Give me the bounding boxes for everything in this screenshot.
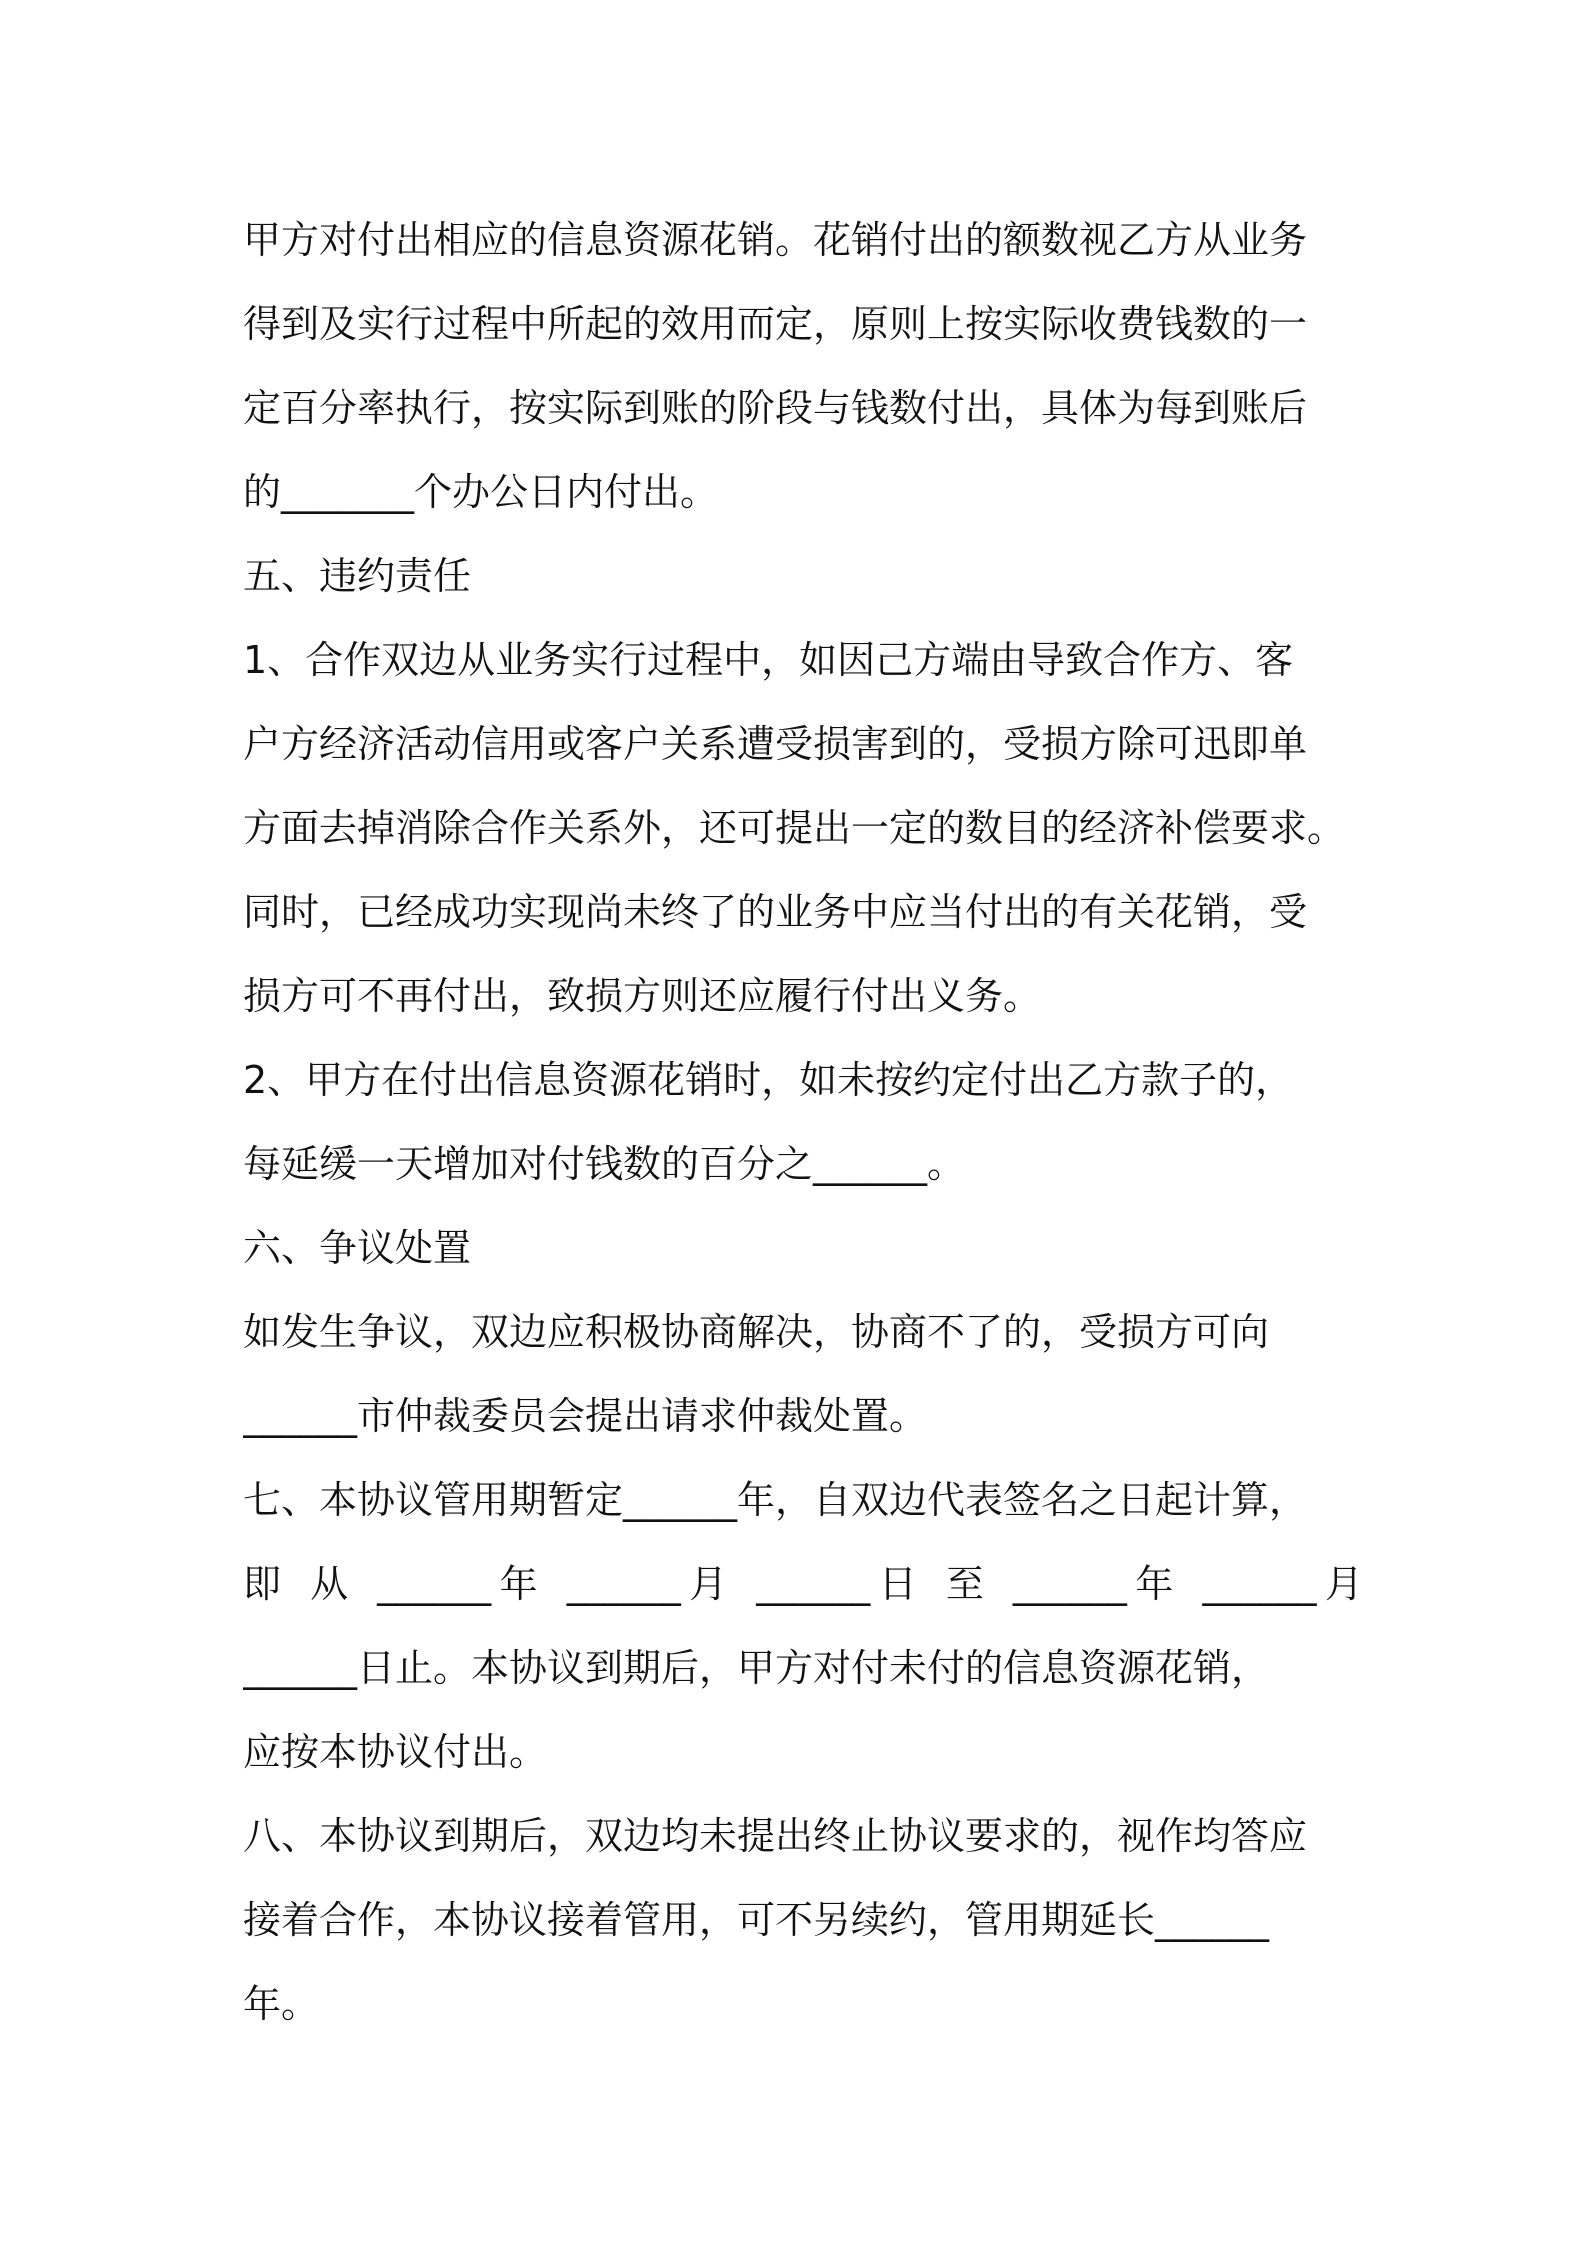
text-line: 的_______个办公日内付出。 [243,470,719,514]
text-line: 接着合作，本协议接着管用，可不另续约，管用期延长______ [243,1898,1270,1942]
text-line: 定百分率执行，按实际到账的阶段与钱数付出，具体为每到账后 [243,386,1308,430]
text-line: ______日止。本协议到期后，甲方对付未付的信息资源花销， [243,1646,1270,1690]
text-line: 方面去掉消除合作关系外，还可提出一定的数目的经济补偿要求。 [243,806,1346,850]
text-line: ______市仲裁委员会提出请求仲裁处置。 [243,1394,928,1438]
text-line: 同时，已经成功实现尚未终了的业务中应当付出的有关花销，受 [243,890,1308,934]
section-heading: 五、违约责任 [243,554,472,598]
text-line: 户方经济活动信用或客户关系遭受损害到的，受损方除可迅即单 [243,722,1308,766]
text-line: 甲方对付出相应的信息资源花销。花销付出的额数视乙方从业务 [243,218,1308,262]
text-line: 八、本协议到期后，双边均未提出终止协议要求的，视作均答应 [243,1814,1308,1858]
text-line: 七、本协议管用期暂定______年，自双边代表签名之日起计算， [243,1478,1308,1522]
text-line: 2、甲方在付出信息资源花销时，如未按约定付出乙方款子的， [243,1058,1294,1102]
text-line: 得到及实行过程中所起的效用而定，原则上按实际收费钱数的一 [243,302,1308,346]
section-heading: 六、争议处置 [243,1226,472,1270]
document-body [243,198,1363,2046]
text-line: 每延缓一天增加对付钱数的百分之______。 [243,1142,966,1186]
text-line: 1、合作双边从业务实行过程中，如因己方端由导致合作方、客 [243,638,1294,682]
text-line: 如发生争议，双边应积极协商解决，协商不了的，受损方可向 [243,1310,1270,1354]
text-line: 年。 [243,1982,320,2026]
date-range-line: 即 从 ______年 ______月 ______日 至 ______年 ______月 [243,1562,1363,1606]
text-line: 损方可不再付出，致损方则还应履行付出义务。 [243,974,1042,1018]
text-line: 应按本协议付出。 [243,1730,548,1774]
